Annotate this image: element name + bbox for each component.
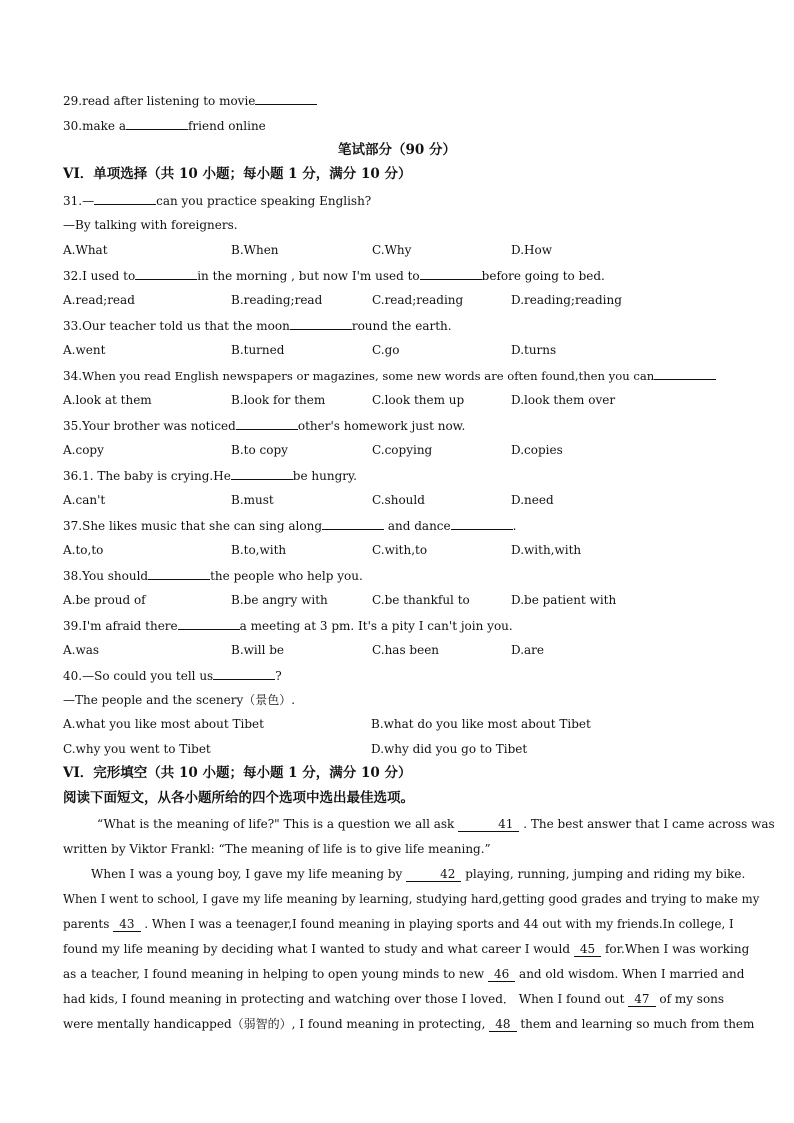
question-number: 30. (63, 119, 83, 133)
question-text: When you read English newspapers or magazines, some new words are often found,then you can (82, 369, 655, 383)
question-text: I used to (82, 269, 136, 283)
cloze-blank-45[interactable]: 45 (574, 943, 601, 957)
option-b[interactable]: B.When (231, 243, 279, 257)
answer-blank (231, 467, 293, 480)
option-d[interactable]: D.are (511, 643, 544, 657)
option-c[interactable]: C.should (372, 493, 425, 507)
option-d[interactable]: D.turns (511, 343, 557, 357)
question-number: 31. (63, 194, 83, 208)
answer-blank (322, 517, 384, 530)
question-text: round the earth. (351, 319, 452, 333)
option-c[interactable]: C.why you went to Tibet (63, 742, 211, 756)
passage-text: and old wisdom. When I married and (519, 967, 745, 981)
question-40 (63, 667, 282, 684)
answer-blank (126, 117, 188, 130)
question-29 (63, 92, 317, 109)
question-text: make a (82, 119, 126, 133)
option-b[interactable]: B.will be (231, 643, 285, 657)
question-30 (63, 117, 266, 134)
cloze-blank-41[interactable]: 41 (458, 818, 519, 832)
option-b[interactable]: B.turned (231, 343, 285, 357)
option-c[interactable]: C.Why (372, 243, 412, 257)
cloze-blank-43[interactable]: 43 (113, 918, 140, 932)
passage-text: When I was a young boy, I gave my life meaning by (91, 867, 403, 881)
option-d[interactable]: D.reading;reading (511, 293, 622, 307)
part7-instruction: 阅读下面短文，从各小题所给的四个选项中选出最佳选项。 (63, 790, 414, 806)
option-a[interactable]: A.was (63, 643, 100, 657)
question-32 (63, 267, 605, 284)
passage-line: written by Viktor Frankl: “The meaning of life is to give life meaning.” (63, 842, 491, 856)
question-number: 39. (63, 619, 83, 633)
option-d[interactable]: D.need (511, 493, 554, 507)
option-c[interactable]: C.copying (372, 443, 433, 457)
question-34 (63, 367, 716, 384)
option-a[interactable]: A.went (63, 343, 106, 357)
question-number: 29. (63, 94, 83, 108)
cloze-blank-46[interactable]: 46 (488, 968, 515, 982)
question-text: be hungry. (292, 469, 357, 483)
option-a[interactable]: A.read;read (63, 293, 135, 307)
question-number: 40. (63, 669, 83, 683)
question-text: She likes music that she can sing along (82, 519, 323, 533)
question-number: 34. (63, 369, 83, 383)
question-text: . (512, 519, 517, 533)
option-a[interactable]: A.can't (63, 493, 106, 507)
option-c[interactable]: C.be thankful to (372, 593, 470, 607)
passage-text: for.When I was working (604, 942, 750, 956)
question-text: Our teacher told us that the moon (82, 319, 290, 333)
answer-blank (135, 267, 197, 280)
passage-text: playing, running, jumping and riding my bike. (465, 867, 746, 881)
answer-blank (94, 192, 156, 205)
question-40-reply: —The people and the scenery（景色）. (63, 693, 296, 707)
part6-heading: VI．单项选择（共 10 小题；每小题 1 分，满分 10 分） (63, 166, 412, 182)
option-a[interactable]: A.look at them (63, 393, 152, 407)
question-39 (63, 617, 513, 634)
option-b[interactable]: B.must (231, 493, 274, 507)
question-text: I'm afraid there (82, 619, 178, 633)
question-text: You should (82, 569, 149, 583)
section-title: 笔试部分（90 分） (338, 142, 456, 158)
answer-blank (290, 317, 352, 330)
question-38 (63, 567, 363, 584)
option-b[interactable]: B.to,with (231, 543, 287, 557)
question-text: Your brother was noticed (82, 419, 236, 433)
question-text: —So could you tell us (82, 669, 214, 683)
passage-line (63, 991, 731, 1007)
question-36 (63, 467, 357, 484)
passage-line: When I went to school, I gave my life meaning by learning, studying hard,getting good grades and trying to make my (63, 892, 760, 906)
passage-line (63, 1016, 755, 1032)
passage-text: them and learning so much from them (520, 1017, 755, 1031)
passage-text: “What is the meaning of life?" This is a question we all ask (97, 817, 455, 831)
question-number: 37. (63, 519, 83, 533)
passage-line (63, 866, 746, 882)
question-text: ? (275, 669, 282, 683)
passage-text: parents (63, 917, 110, 931)
question-35 (63, 417, 465, 434)
question-number: 35. (63, 419, 83, 433)
option-b[interactable]: B.be angry with (231, 593, 328, 607)
option-b[interactable]: B.what do you like most about Tibet (371, 717, 591, 731)
option-a[interactable]: A.be proud of (63, 593, 146, 607)
question-number: 36. (63, 469, 83, 483)
passage-line (63, 941, 750, 957)
option-d[interactable]: D.with,with (511, 543, 582, 557)
question-33 (63, 317, 452, 334)
passage-text: . The best answer that I came across was (523, 817, 775, 831)
passage-line (63, 816, 775, 832)
answer-blank (420, 267, 482, 280)
answer-blank (654, 367, 716, 380)
option-c[interactable]: C.go (372, 343, 400, 357)
question-31 (63, 192, 371, 209)
question-text: the people who help you. (210, 569, 363, 583)
option-c[interactable]: C.read;reading (372, 293, 464, 307)
passage-text: found my life meaning by deciding what I wanted to study and what career I would (63, 942, 571, 956)
question-text: and dance (387, 519, 451, 533)
question-37 (63, 517, 516, 534)
option-b[interactable]: B.reading;read (231, 293, 323, 307)
passage-text: were mentally handicapped（弱智的）, I found meaning in protecting, (63, 1017, 486, 1031)
question-number: 33. (63, 319, 83, 333)
option-d[interactable]: D.be patient with (511, 593, 617, 607)
option-a[interactable]: A.what you like most about Tibet (63, 717, 264, 731)
question-number: 38. (63, 569, 83, 583)
cloze-blank-48[interactable]: 48 (489, 1018, 516, 1032)
option-c[interactable]: C.has been (372, 643, 440, 657)
passage-text: . When I was a teenager,I found meaning in playing sports and 44 out with my friends.In college, I (144, 917, 734, 931)
passage-text: of my sons (659, 992, 725, 1006)
cloze-blank-42[interactable]: 42 (406, 868, 461, 882)
option-d[interactable]: D.look them over (511, 393, 616, 407)
passage-text: had kids, I found meaning in protecting and watching over those I loved． When I found out (63, 992, 625, 1006)
option-d[interactable]: D.copies (511, 443, 563, 457)
option-c[interactable]: C.look them up (372, 393, 465, 407)
answer-blank (213, 667, 275, 680)
part7-heading: VI．完形填空（共 10 小题；每小题 1 分，满分 10 分） (63, 765, 412, 781)
answer-blank (236, 417, 298, 430)
passage-line (63, 966, 745, 982)
answer-blank (178, 617, 240, 630)
question-text: friend online (187, 119, 266, 133)
question-text: — (82, 194, 95, 208)
answer-blank (255, 92, 317, 105)
option-a[interactable]: A.copy (63, 443, 104, 457)
question-text: before going to bed. (481, 269, 605, 283)
question-text: read after listening to movie (82, 94, 256, 108)
passage-text: as a teacher, I found meaning in helping to open young minds to new (63, 967, 485, 981)
option-d[interactable]: D.How (511, 243, 552, 257)
question-text: 1. The baby is crying.He (82, 469, 231, 483)
answer-blank (451, 517, 513, 530)
option-b[interactable]: B.to copy (231, 443, 288, 457)
question-text: other's homework just now. (297, 419, 466, 433)
option-a[interactable]: A.What (63, 243, 108, 257)
passage-line (63, 916, 734, 932)
option-d[interactable]: D.why did you go to Tibet (371, 742, 528, 756)
question-31-reply: —By talking with foreigners. (63, 218, 238, 232)
question-text: can you practice speaking English? (156, 194, 372, 208)
question-text: in the morning , but now I'm used to (197, 269, 420, 283)
option-c[interactable]: C.with,to (372, 543, 428, 557)
question-number: 32. (63, 269, 83, 283)
option-a[interactable]: A.to,to (63, 543, 104, 557)
question-text: a meeting at 3 pm. It's a pity I can't join you. (239, 619, 513, 633)
option-b[interactable]: B.look for them (231, 393, 326, 407)
cloze-blank-47[interactable]: 47 (628, 993, 655, 1007)
answer-blank (148, 567, 210, 580)
